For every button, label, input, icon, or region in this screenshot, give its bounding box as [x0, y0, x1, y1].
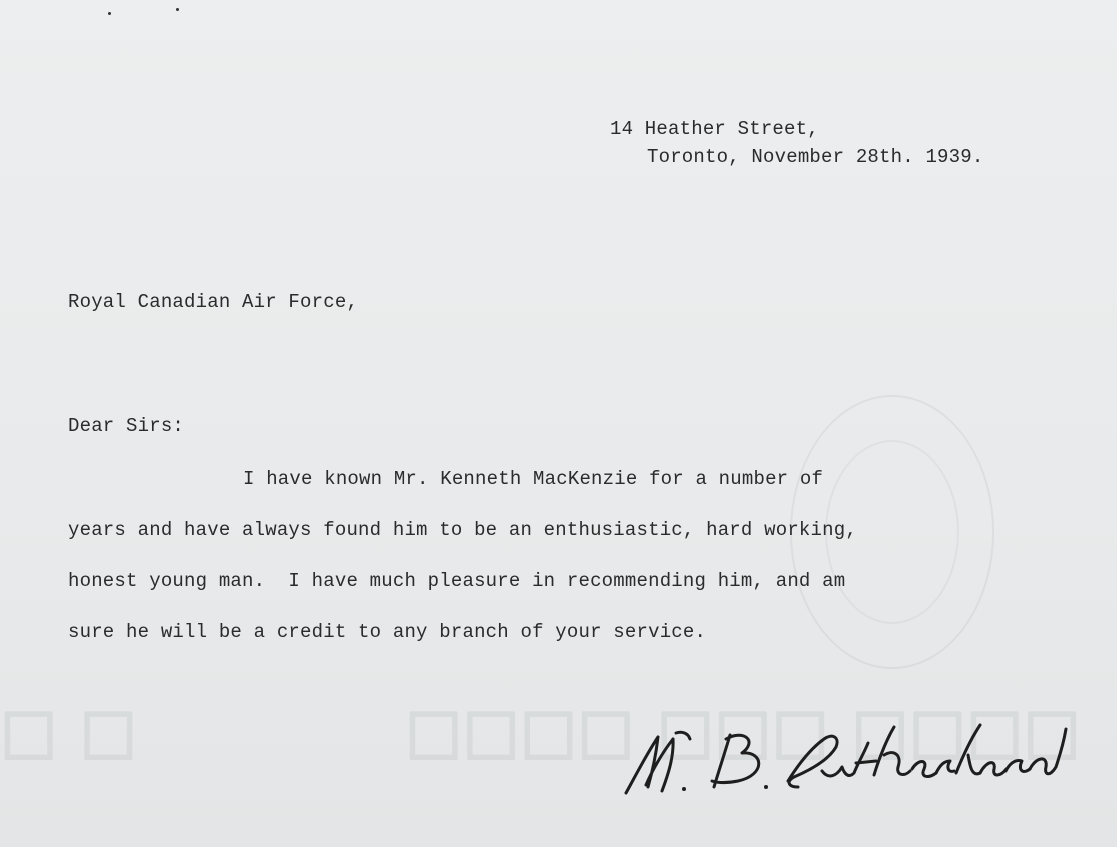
salutation: Dear Sirs: [68, 415, 185, 437]
recipient-line: Royal Canadian Air Force, [68, 291, 359, 313]
ink-speck [176, 8, 179, 11]
ink-speck [108, 12, 111, 15]
body-line-2: years and have always found him to be an enthusiastic, hard working, [68, 519, 857, 541]
bleed-through-mark: ☐☐☐☐ ☐☐☐ ☐☐☐☐ [405, 700, 1081, 775]
bleed-through-mark-left: ☐ ☐ [0, 700, 138, 775]
body-line-1: I have known Mr. Kenneth MacKenzie for a number of [243, 468, 824, 490]
body-line-3: honest young man. I have much pleasure in recommending him, and am [68, 570, 846, 592]
address-line-2: Toronto, November 28th. 1939. [647, 146, 984, 168]
handwritten-signature [618, 715, 1068, 805]
address-line-1: 14 Heather Street, [610, 118, 819, 140]
body-line-4: sure he will be a credit to any branch of your service. [68, 621, 707, 643]
